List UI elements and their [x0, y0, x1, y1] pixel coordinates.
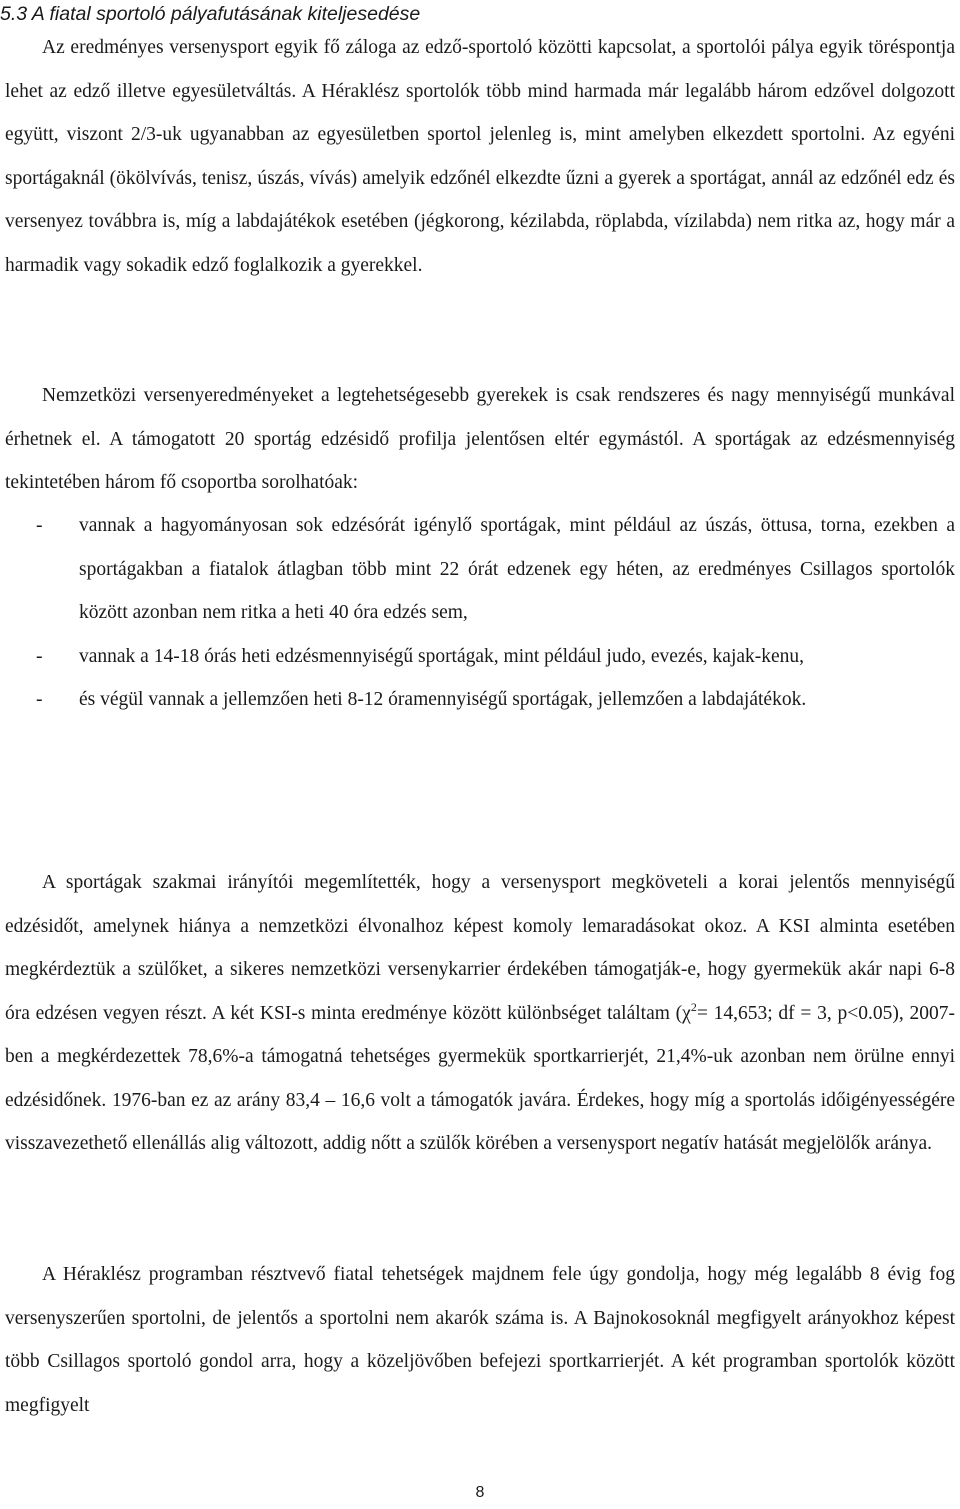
- paragraph-training-volume: Nemzetközi versenyeredményeket a legtehetségesebb gyerekek is csak rendszeres és nagy mennyiségű munkával érhetnek el. A támogatott 20 sportág edzésidő profilja jelentősen eltér egymástól. A sportágak az edzésmennyiség tekintetében három fő csoportba sorolhatóak:: [5, 385, 955, 493]
- list-item-text: vannak a 14-18 órás heti edzésmennyiségű sportágak, mint például judo, evezés, kajak-kenu,: [79, 645, 805, 667]
- list-dash: -: [36, 515, 43, 536]
- list-item: [5, 678, 955, 722]
- parent-survey-text-end: = 14,653; df = 3, p<0.05), 2007-ben a megkérdezettek 78,6%-a támogatná tehetséges gyermekük sportkarrierjét, 21,4%-uk azonban nem örülne ennyi edzésidőnek. 1976-ban ez az arány 83,4 – 16,6 volt a támogatók javára. Érdekes, hogy míg a sportolás időigényességére visszavezethető ellenállás alig változott, addig nőtt a szülők körében a versenysport negatív hatását megjelölők aránya.: [5, 1002, 955, 1154]
- paragraph-parent-survey: [5, 861, 955, 1166]
- list-item: [5, 504, 955, 635]
- list-item-text: és végül vannak a jellemzően heti 8-12 óramennyiségű sportágak, jellemzően a labdajátékok.: [79, 689, 807, 710]
- list-item-text: vannak a hagyományosan sok edzésórát igénylő sportágak, mint például az úszás, öttusa, torna, ezekben a sportágakban a fiatalok átlagban több mint 22 órát edzenek egy héten, az eredményes Csillagos sportolók között azonban nem ritka a heti 40 óra edzés sem,: [79, 515, 955, 623]
- paragraph-coach-relationship: Az eredményes versenysport egyik fő záloga az edző-sportoló közötti kapcsolat, a sportolói pálya egyik töréspontja lehet az edző illetve egyesületváltás. A Héraklész sportolók több mind harmada már legalább három edzővel dolgozott együtt, viszont 2/3-uk ugyanabban az egyesületben sportol jelenleg is, mint amelyben elkezdett sportolni. Az egyéni sportágaknál (ökölvívás, tenisz, úszás, vívás) amelyik edzőnél elkezdte űzni a gyerek a sportágat, annál az edzőnél edz és versenyez továbbra is, míg a labdajátékok esetében (jégkorong, kézilabda, röplabda, vízilabda) nem ritka az, hogy már a harmadik vagy sokadik edző foglalkozik a gyerekkel.: [5, 37, 955, 276]
- list-dash: -: [36, 645, 43, 667]
- list-item: [5, 635, 955, 679]
- parent-survey-text-start: A sportágak szakmai irányítói megemlítették, hogy a versenysport megköveteli a korai jelentős mennyiségű edzésidőt, amelynek hiánya a nemzetközi élvonalhoz képest komoly lemaradásokat okoz. A KSI alminta esetében megkérdeztük a szülőket, a sikeres nemzetközi versenykarrier érdekében támogatják-e, hogy gyermekük akár napi 6-8 óra edzésen vegyen részt. A két KSI-s minta eredménye között különbséget találtam (χ: [5, 872, 955, 1024]
- list-dash: -: [36, 689, 43, 710]
- page-number: 8: [475, 1484, 485, 1501]
- section-heading: 5.3 A fiatal sportoló pályafutásának kiteljesedése: [0, 3, 421, 25]
- paragraph-career-plans: A Héraklész programban résztvevő fiatal tehetségek majdnem fele úgy gondolja, hogy még legalább 8 évig fog versenyszerűen sportolni, de jelentős a sportolni nem akarók száma is. A Bajnokosoknál megfigyelt arányokhoz képest több Csillagos sportoló gondol arra, hogy a közeljövőben befejezi sportkarrierjét. A két programban sportolók között megfigyelt: [5, 1264, 955, 1416]
- chi-square-superscript: 2: [690, 999, 697, 1014]
- sport-groups-list: [5, 504, 955, 722]
